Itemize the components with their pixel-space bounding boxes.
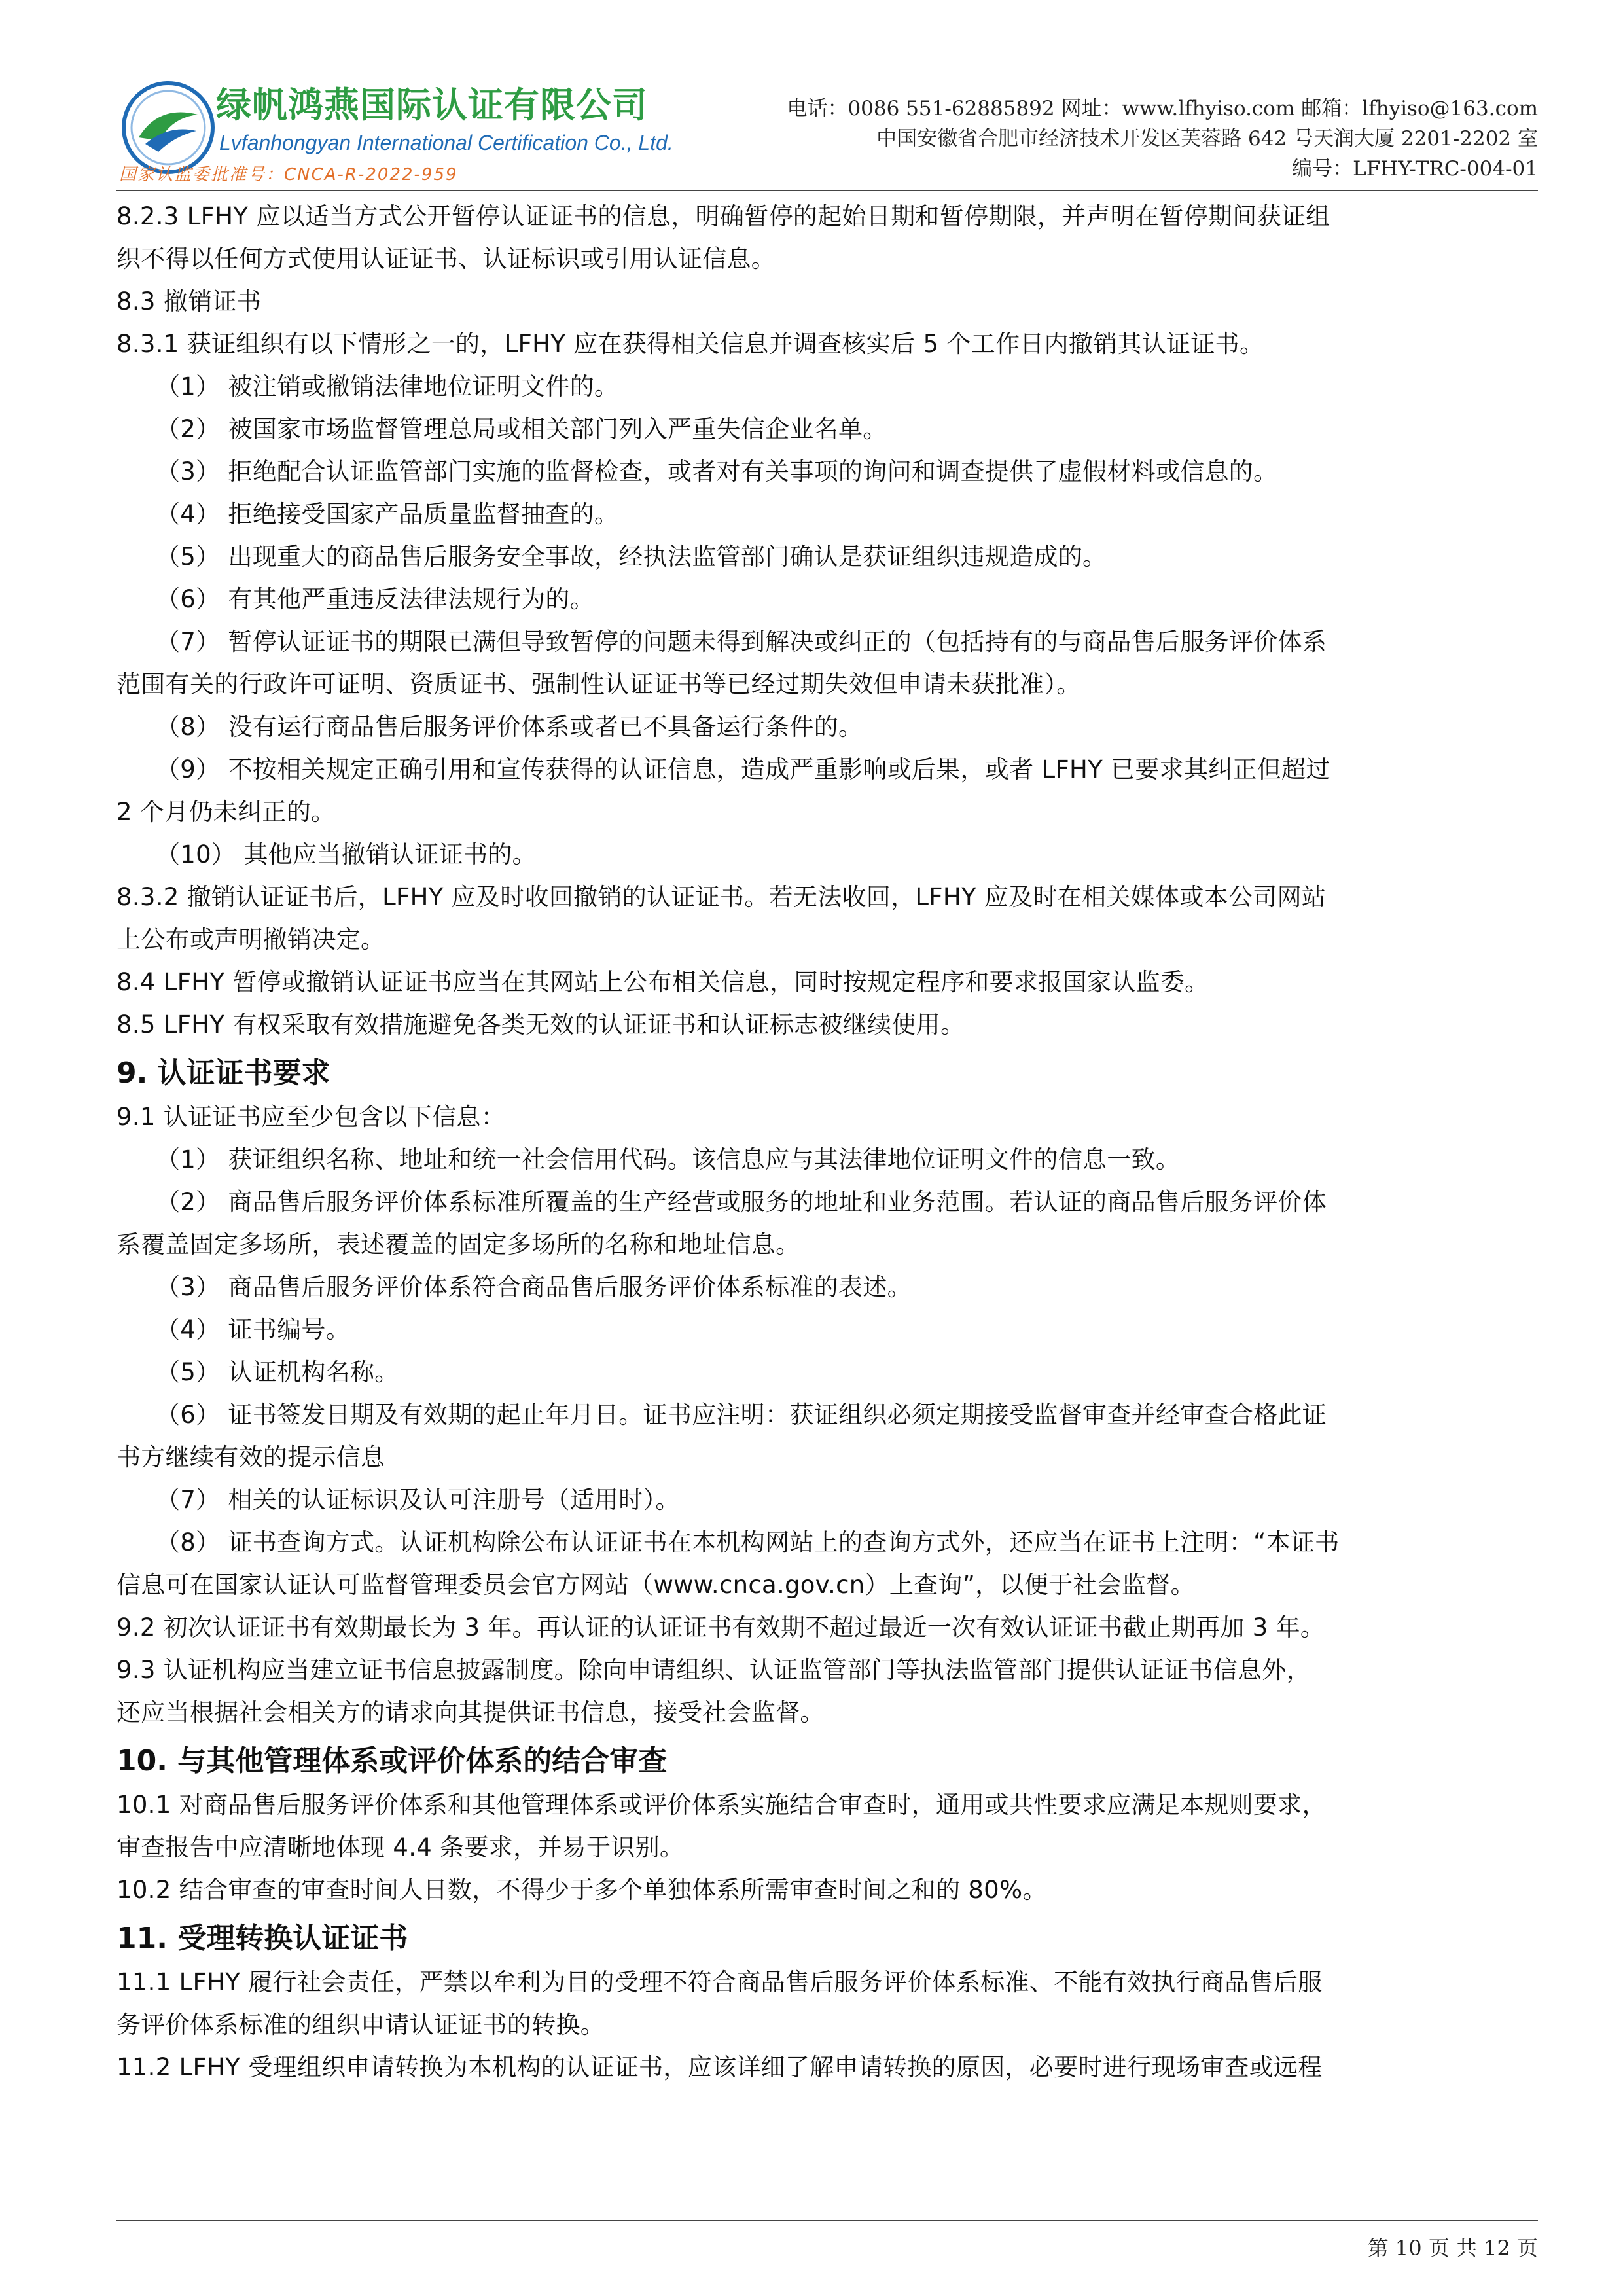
paragraph-line: 织不得以任何方式使用认证证书、认证标识或引用认证信息。 [116,245,776,273]
list-item: （1） 获证组织名称、地址和统一社会信用代码。该信息应与其法律地位证明文件的信息一致。 [156,1145,1181,1174]
clause-title: 8.3 撤销证书 [116,287,262,315]
paragraph-line: 8.3.2 撤销认证证书后，LFHY 应及时收回撤销的认证证书。若无法收回，LFHY 应及时在相关媒体或本公司网站 [116,883,1327,911]
list-item: （6） 证书签发日期及有效期的起止年月日。证书应注明：获证组织必须定期接受监督审查并经审查合格此证 [156,1401,1327,1429]
list-item-continued: 系覆盖固定多场所，表述覆盖的固定多场所的名称和地址信息。 [116,1230,800,1259]
list-item: （5） 认证机构名称。 [156,1358,399,1386]
list-item: （8） 证书查询方式。认证机构除公布认证证书在本机构网站上的查询方式外，还应当在证书上注明：“本证书 [156,1528,1340,1556]
list-item: （3） 拒绝配合认证监管部门实施的监督检查，或者对有关事项的询问和调查提供了虚假材料或信息的。 [156,457,1278,486]
footer-divider [116,2220,1538,2221]
paragraph-line: 11.2 LFHY 受理组织申请转换为本机构的认证证书，应该详细了解申请转换的原因，必要时进行现场审查或远程 [116,2053,1323,2081]
section-heading: 11. 受理转换认证证书 [116,1922,408,1955]
paragraph-line: 11.1 LFHY 履行社会责任，严禁以牟利为目的受理不符合商品售后服务评价体系标准、不能有效执行商品售后服 [116,1968,1323,1996]
document-body [116,195,1538,2089]
list-item: （2） 被国家市场监督管理总局或相关部门列入严重失信企业名单。 [156,415,887,443]
list-item-continued: 信息可在国家认证认可监督管理委员会官方网站（www.cnca.gov.cn）上查询”，以便于社会监督。 [116,1571,1195,1599]
list-item-continued: 书方继续有效的提示信息 [116,1443,385,1471]
list-item: （4） 拒绝接受国家产品质量监督抽查的。 [156,500,619,528]
section-heading: 10. 与其他管理体系或评价体系的结合审查 [116,1744,668,1778]
list-item-continued: 2 个月仍未纠正的。 [116,798,336,826]
paragraph-line: 8.5 LFHY 有权采取有效措施避免各类无效的认证证书和认证标志被继续使用。 [116,1011,965,1039]
paragraph-line: 9.1 认证证书应至少包含以下信息： [116,1103,506,1131]
list-item: （1） 被注销或撤销法律地位证明文件的。 [156,372,619,401]
list-item: （9） 不按相关规定正确引用和宣传获得的认证信息，造成严重影响或后果，或者 LFHY 已要求其纠正但超过 [156,755,1330,783]
address-line: 中国安徽省合肥市经济技术开发区芙蓉路 642 号天润大厦 2201-2202 室 [876,127,1538,151]
paragraph-line: 8.3.1 获证组织有以下情形之一的，LFHY 应在获得相关信息并调查核实后 5 个工作日内撤销其认证证书。 [116,330,1264,358]
section-heading: 9. 认证证书要求 [116,1056,330,1090]
list-item: （4） 证书编号。 [156,1316,351,1344]
list-item: （6） 有其他严重违反法律法规行为的。 [156,585,595,613]
paragraph-line: 10.2 结合审查的审查时间人日数，不得少于多个单独体系所需审查时间之和的 80%。 [116,1876,1047,1904]
page-number: 第 10 页 共 12 页 [1367,2236,1538,2261]
list-item: （10） 其他应当撤销认证证书的。 [156,840,537,869]
company-name-cn: 绿帆鸿燕国际认证有限公司 [216,84,648,126]
page-header [0,0,1623,196]
paragraph-line: 务评价体系标准的组织申请认证证书的转换。 [116,2011,605,2039]
header-divider [116,190,1538,191]
registration-number: 国家认监委批准号：CNCA-R-2022-959 [119,165,458,185]
paragraph-line: 9.3 认证机构应当建立证书信息披露制度。除向申请组织、认证监管部门等执法监管部门提供认证证书信息外， [116,1656,1311,1684]
company-name-en: Lvfanhongyan International Certification Co., Ltd. [219,131,673,154]
list-item: （2） 商品售后服务评价体系标准所覆盖的生产经营或服务的地址和业务范围。若认证的商品售后服务评价体 [156,1188,1327,1216]
paragraph-line: 8.2.3 LFHY 应以适当方式公开暂停认证证书的信息，明确暂停的起始日期和暂停期限，并声明在暂停期间获证组 [116,202,1330,230]
list-item: （7） 相关的认证标识及认可注册号（适用时）。 [156,1486,680,1514]
document-number: 编号：LFHY-TRC-004-01 [1292,157,1538,181]
paragraph-line: 10.1 对商品售后服务评价体系和其他管理体系或评价体系实施结合审查时，通用或共性要求应满足本规则要求， [116,1791,1327,1819]
paragraph-line: 审查报告中应清晰地体现 4.4 条要求，并易于识别。 [116,1833,685,1861]
paragraph-line: 8.4 LFHY 暂停或撤销认证证书应当在其网站上公布相关信息，同时按规定程序和要求报国家认监委。 [116,968,1209,996]
paragraph-line: 9.2 初次认证证书有效期最长为 3 年。再认证的认证证书有效期不超过最近一次有效认证证书截止期再加 3 年。 [116,1613,1325,1641]
list-item: （3） 商品售后服务评价体系符合商品售后服务评价体系标准的表述。 [156,1273,912,1301]
list-item: （8） 没有运行商品售后服务评价体系或者已不具备运行条件的。 [156,713,863,741]
list-item-continued: 范围有关的行政许可证明、资质证书、强制性认证证书等已经过期失效但申请未获批准）。 [116,670,1081,698]
list-item: （7） 暂停认证证书的期限已满但导致暂停的问题未得到解决或纠正的（包括持有的与商品售后服务评价体系 [156,628,1327,656]
list-item: （5） 出现重大的商品售后服务安全事故，经执法监管部门确认是获证组织违规造成的。 [156,543,1107,571]
paragraph-line: 还应当根据社会相关方的请求向其提供证书信息，接受社会监督。 [116,1698,825,1727]
contact-line: 电话：0086 551-62885892 网址：www.lfhyiso.com 邮箱：lfhyiso@163.com [787,97,1538,120]
paragraph-line: 上公布或声明撤销决定。 [116,925,385,954]
